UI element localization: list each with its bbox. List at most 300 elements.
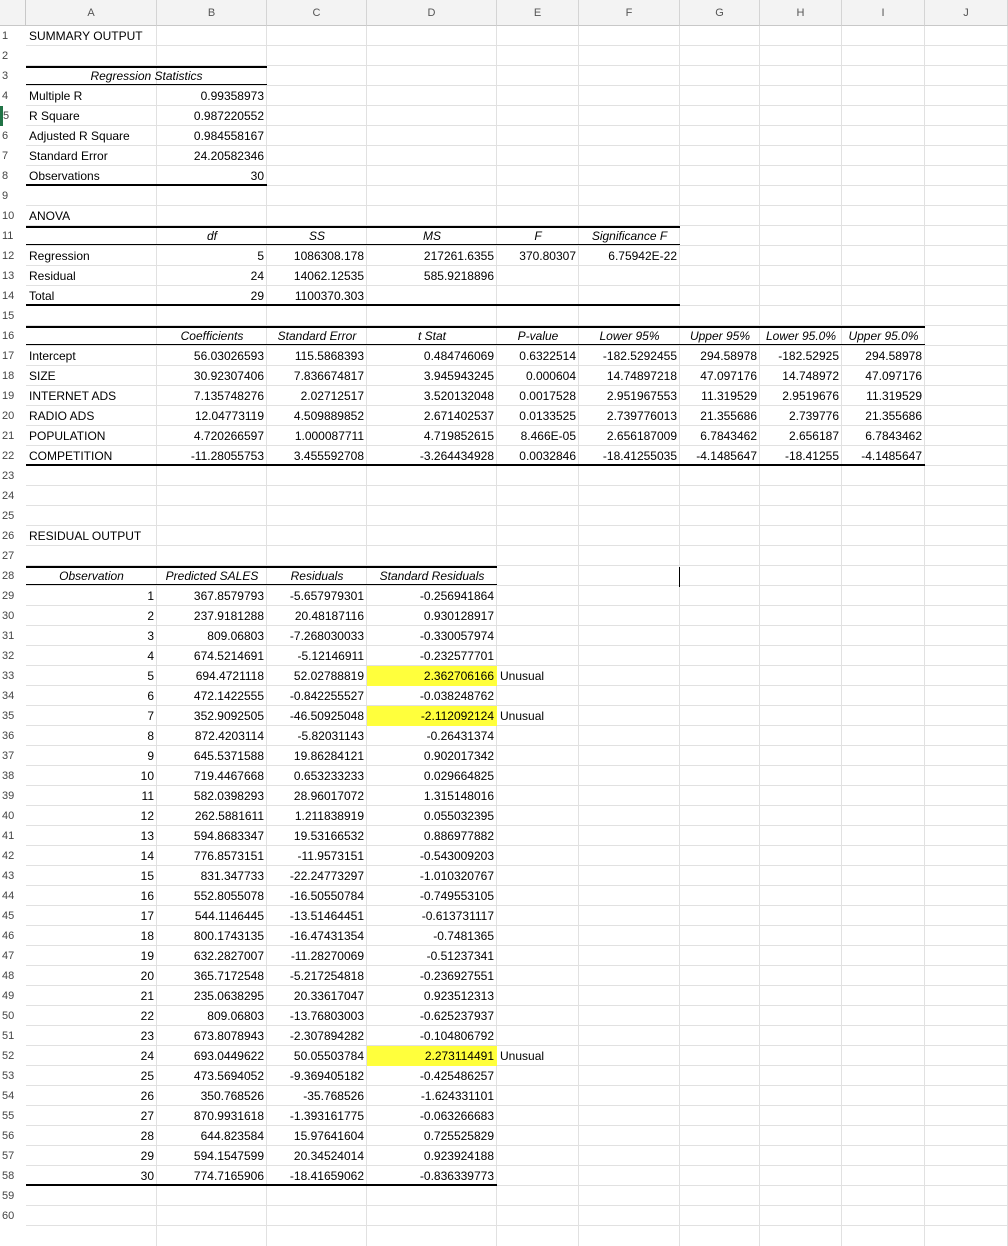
standard-residual[interactable]: 0.029664825	[423, 769, 494, 783]
residual-value[interactable]: -11.9573151	[297, 849, 364, 863]
anova-value[interactable]: 14062.12535	[293, 269, 364, 283]
coef-row-label[interactable]: Intercept	[29, 349, 76, 363]
observation-number[interactable]: 7	[147, 709, 154, 723]
coef-value[interactable]: -3.264434928	[419, 449, 494, 463]
row-header-56[interactable]: 56	[0, 1126, 26, 1146]
stat-label[interactable]: Adjusted R Square	[29, 129, 130, 143]
predicted-sales[interactable]: 473.5694052	[193, 1069, 264, 1083]
anova-title[interactable]: ANOVA	[29, 209, 71, 223]
standard-residual[interactable]: 0.923512313	[423, 989, 494, 1003]
residual-value[interactable]: -13.76803003	[289, 1009, 364, 1023]
row-header-60[interactable]: 60	[0, 1206, 26, 1226]
row-header-26[interactable]: 26	[0, 526, 26, 546]
observation-number[interactable]: 11	[141, 789, 154, 803]
row-header-25[interactable]: 25	[0, 506, 26, 526]
coef-value[interactable]: 21.355686	[865, 409, 922, 423]
coef-row-label[interactable]: INTERNET ADS	[29, 389, 117, 403]
stat-label[interactable]: Multiple R	[29, 89, 83, 103]
row-header-12[interactable]: 12	[0, 246, 26, 266]
standard-residual[interactable]: -0.625237937	[419, 1009, 494, 1023]
gridline	[679, 26, 680, 1246]
residual-value[interactable]: -22.24773297	[289, 869, 364, 883]
coef-value[interactable]: 14.74897218	[606, 369, 677, 383]
predicted-sales[interactable]: 367.8579793	[193, 589, 264, 603]
observation-number[interactable]: 12	[140, 809, 154, 823]
predicted-sales[interactable]: 262.5881611	[194, 809, 264, 823]
residual-value[interactable]: 20.34524014	[293, 1149, 364, 1163]
coef-value[interactable]: 0.0133525	[519, 409, 576, 423]
row-header-37[interactable]: 37	[0, 746, 26, 766]
row-header-1[interactable]: 1	[0, 26, 26, 46]
coef-value[interactable]: 0.000604	[525, 369, 576, 383]
row-header-20[interactable]: 20	[0, 406, 26, 426]
standard-residual[interactable]: -0.330057974	[419, 629, 494, 643]
row-header-16[interactable]: 16	[0, 326, 26, 346]
coef-value[interactable]: -11.28055753	[190, 449, 264, 463]
coef-row-label[interactable]: RADIO ADS	[29, 409, 95, 423]
coef-value[interactable]: 4.720266597	[193, 429, 264, 443]
gridline	[26, 1225, 1008, 1226]
residual-value[interactable]: -35.768526	[303, 1089, 364, 1103]
column-header-c[interactable]: C	[267, 0, 367, 26]
predicted-sales[interactable]: 870.9931618	[193, 1109, 264, 1123]
coef-value[interactable]: 7.836674817	[293, 369, 364, 383]
anova-value[interactable]	[497, 266, 579, 286]
row-header-19[interactable]: 19	[0, 386, 26, 406]
observation-number[interactable]: 14	[140, 849, 154, 863]
row-header-8[interactable]: 8	[0, 166, 26, 186]
row-header-53[interactable]: 53	[0, 1066, 26, 1086]
observation-number[interactable]: 18	[140, 929, 154, 943]
predicted-sales[interactable]: 594.8683347	[193, 829, 264, 843]
observation-number[interactable]: 3	[147, 629, 154, 643]
standard-residual[interactable]: -0.425486257	[419, 1069, 494, 1083]
predicted-sales[interactable]: 237.9181288	[193, 609, 264, 623]
standard-residual[interactable]: -1.010320767	[419, 869, 494, 883]
predicted-sales[interactable]: 776.8573151	[193, 849, 264, 863]
observation-number[interactable]: 22	[140, 1009, 154, 1023]
anova-value[interactable]: 1100370.303	[294, 289, 364, 303]
standard-residual[interactable]: -0.836339773	[419, 1169, 494, 1183]
observation-number[interactable]: 28	[140, 1129, 154, 1143]
coef-header[interactable]: Coefficients	[180, 329, 244, 343]
coef-value[interactable]: 56.03026593	[193, 349, 264, 363]
predicted-sales[interactable]: 644.823584	[200, 1129, 264, 1143]
predicted-sales[interactable]: 352.9092505	[193, 709, 264, 723]
anova-value[interactable]: 29	[250, 289, 264, 303]
anova-header[interactable]: df	[206, 229, 217, 243]
row-header-51[interactable]: 51	[0, 1026, 26, 1046]
coef-header[interactable]: Upper 95%	[689, 329, 751, 343]
residual-header[interactable]: Standard Residuals	[379, 569, 485, 583]
predicted-sales[interactable]: 632.2827007	[193, 949, 264, 963]
coef-value[interactable]: -18.41255035	[602, 449, 677, 463]
row-header-24[interactable]: 24	[0, 486, 26, 506]
standard-residual[interactable]: 1.315148016	[423, 789, 494, 803]
observation-number[interactable]: 21	[140, 989, 154, 1003]
observation-number[interactable]: 27	[140, 1109, 154, 1123]
coef-value[interactable]: 3.455592708	[293, 449, 364, 463]
column-header-j[interactable]: J	[925, 0, 1008, 26]
coef-value[interactable]: -182.52925	[778, 349, 839, 363]
predicted-sales[interactable]: 544.1146445	[194, 909, 264, 923]
coef-value[interactable]: 2.739776	[788, 409, 839, 423]
row-header-10[interactable]: 10	[0, 206, 26, 226]
residual-header[interactable]: Observation	[59, 569, 124, 583]
observation-number[interactable]: 2	[147, 609, 154, 623]
anova-header[interactable]: F	[534, 229, 542, 243]
anova-row-label[interactable]: Regression	[29, 249, 90, 263]
observation-number[interactable]: 23	[140, 1029, 154, 1043]
observation-number[interactable]: 24	[140, 1049, 154, 1063]
anova-value[interactable]: 24	[250, 269, 264, 283]
stat-label[interactable]: R Square	[29, 109, 80, 123]
residual-value[interactable]: 52.02788819	[293, 669, 364, 683]
column-header-e[interactable]: E	[497, 0, 579, 26]
row-header-46[interactable]: 46	[0, 926, 26, 946]
residual-value[interactable]: -7.268030033	[289, 629, 364, 643]
column-header-d[interactable]: D	[367, 0, 497, 26]
predicted-sales[interactable]: 594.1547599	[193, 1149, 264, 1163]
row-header-54[interactable]: 54	[0, 1086, 26, 1106]
standard-residual[interactable]: -0.51237341	[426, 949, 494, 963]
row-header-30[interactable]: 30	[0, 606, 26, 626]
coef-row-label[interactable]: SIZE	[29, 369, 56, 383]
residual-value[interactable]: -46.50925048	[289, 709, 364, 723]
coef-value[interactable]: 294.58978	[700, 349, 757, 363]
column-header-b[interactable]: B	[157, 0, 267, 26]
row-header-58[interactable]: 58	[0, 1166, 26, 1186]
residual-value[interactable]: -5.82031143	[297, 729, 364, 743]
residual-title[interactable]: RESIDUAL OUTPUT	[29, 529, 142, 543]
anova-header[interactable]: Significance F	[591, 229, 668, 243]
row-header-3[interactable]: 3	[0, 66, 26, 86]
stat-label[interactable]: Observations	[29, 169, 100, 183]
standard-residual[interactable]: 0.725525829	[423, 1129, 494, 1143]
predicted-sales[interactable]: 645.5371588	[193, 749, 264, 763]
anova-value[interactable]: 585.9218896	[423, 269, 494, 283]
coef-value[interactable]: 2.02712517	[300, 389, 364, 403]
row-header-34[interactable]: 34	[0, 686, 26, 706]
row-header-43[interactable]: 43	[0, 866, 26, 886]
standard-residual[interactable]: -0.613731117	[421, 909, 494, 923]
residual-value[interactable]: 19.86284121	[293, 749, 364, 763]
anova-value[interactable]: 5	[257, 249, 264, 263]
anova-value[interactable]	[367, 286, 497, 306]
row-header-32[interactable]: 32	[0, 646, 26, 666]
column-header-h[interactable]: H	[760, 0, 842, 26]
unusual-flag[interactable]: Unusual	[500, 709, 545, 723]
predicted-sales[interactable]: 831.347733	[200, 869, 264, 883]
residual-value[interactable]: -13.51464451	[289, 909, 364, 923]
coef-value[interactable]: 11.319529	[866, 389, 922, 403]
row-header-38[interactable]: 38	[0, 766, 26, 786]
row-header-21[interactable]: 21	[0, 426, 26, 446]
residual-value[interactable]: 50.05503784	[293, 1049, 364, 1063]
anova-value[interactable]: 6.75942E-22	[608, 249, 677, 263]
coef-header[interactable]: Lower 95%	[599, 329, 660, 343]
predicted-sales[interactable]: 673.8078943	[193, 1029, 264, 1043]
residual-header[interactable]: Residuals	[290, 569, 344, 583]
coef-value[interactable]: 4.509889852	[293, 409, 364, 423]
unusual-flag[interactable]: Unusual	[500, 1049, 545, 1063]
coef-value[interactable]: 2.656187009	[606, 429, 677, 443]
coef-value[interactable]: 3.520132048	[423, 389, 494, 403]
coef-value[interactable]: 12.04773119	[194, 409, 264, 423]
coef-header[interactable]: P-value	[517, 329, 559, 343]
predicted-sales[interactable]: 800.1743135	[193, 929, 264, 943]
coef-value[interactable]: 6.7843462	[700, 429, 757, 443]
standard-residual[interactable]: -0.26431374	[426, 729, 494, 743]
anova-value[interactable]	[579, 266, 680, 286]
predicted-sales[interactable]: 872.4203114	[194, 729, 264, 743]
row-header-52[interactable]: 52	[0, 1046, 26, 1066]
coef-value[interactable]: 2.656187	[788, 429, 839, 443]
observation-number[interactable]: 10	[140, 769, 154, 783]
observation-number[interactable]: 17	[140, 909, 154, 923]
column-header-a[interactable]: A	[26, 0, 157, 26]
row-header-44[interactable]: 44	[0, 886, 26, 906]
observation-number[interactable]: 30	[140, 1169, 154, 1183]
coef-value[interactable]: 0.0032846	[519, 449, 576, 463]
row-header-6[interactable]: 6	[0, 126, 26, 146]
predicted-sales[interactable]: 365.7172548	[193, 969, 264, 983]
anova-header[interactable]: MS	[423, 229, 441, 243]
observation-number[interactable]: 20	[140, 969, 154, 983]
coef-header[interactable]: Upper 95.0%	[848, 329, 919, 343]
table-border	[26, 1184, 497, 1186]
row-header-27[interactable]: 27	[0, 546, 26, 566]
standard-residual[interactable]: 0.886977882	[423, 829, 494, 843]
row-header-48[interactable]: 48	[0, 966, 26, 986]
residual-value[interactable]: -0.842255527	[289, 689, 364, 703]
anova-value[interactable]: 217261.6355	[423, 249, 494, 263]
coef-value[interactable]: -18.41255	[784, 449, 839, 463]
residual-value[interactable]: 28.96017072	[293, 789, 364, 803]
row-header-47[interactable]: 47	[0, 946, 26, 966]
row-header-13[interactable]: 13	[0, 266, 26, 286]
row-header-9[interactable]: 9	[0, 186, 26, 206]
coef-value[interactable]: 21.355686	[700, 409, 757, 423]
standard-residual[interactable]: -2.112092124	[367, 706, 497, 726]
standard-residual[interactable]: -0.543009203	[419, 849, 494, 863]
row-header-7[interactable]: 7	[0, 146, 26, 166]
residual-value[interactable]: -5.12146911	[297, 649, 364, 663]
coef-value[interactable]: 0.6322514	[519, 349, 576, 363]
standard-residual[interactable]: -0.063266683	[419, 1109, 494, 1123]
predicted-sales[interactable]: 693.0449622	[193, 1049, 264, 1063]
anova-value[interactable]	[579, 286, 680, 306]
row-header-17[interactable]: 17	[0, 346, 26, 366]
residual-value[interactable]: -2.307894282	[289, 1029, 364, 1043]
standard-residual[interactable]: 0.055032395	[423, 809, 494, 823]
row-header-23[interactable]: 23	[0, 466, 26, 486]
row-header-31[interactable]: 31	[0, 626, 26, 646]
anova-row-label[interactable]: Total	[29, 289, 55, 303]
standard-residual[interactable]: -1.624331101	[420, 1089, 494, 1103]
standard-residual[interactable]: -0.749553105	[419, 889, 494, 903]
row-header-2[interactable]: 2	[0, 46, 26, 66]
residual-value[interactable]: -5.657979301	[289, 589, 364, 603]
column-header-i[interactable]: I	[842, 0, 925, 26]
coef-value[interactable]: 47.097176	[700, 369, 757, 383]
row-header-5[interactable]: 5	[0, 106, 26, 126]
row-header-39[interactable]: 39	[0, 786, 26, 806]
observation-number[interactable]: 29	[140, 1149, 154, 1163]
standard-residual[interactable]: -0.104806792	[419, 1029, 494, 1043]
anova-value[interactable]: 370.80307	[519, 249, 576, 263]
coef-value[interactable]: 2.9519676	[782, 389, 839, 403]
regression-stats-header[interactable]: Regression Statistics	[90, 69, 203, 83]
observation-number[interactable]: 26	[140, 1089, 154, 1103]
coef-value[interactable]: 4.719852615	[423, 429, 494, 443]
coef-value[interactable]: 11.319529	[701, 389, 757, 403]
row-header-29[interactable]: 29	[0, 586, 26, 606]
row-header-28[interactable]: 28	[0, 566, 26, 586]
observation-number[interactable]: 16	[140, 889, 154, 903]
anova-value[interactable]: 1086308.178	[293, 249, 364, 263]
row-header-11[interactable]: 11	[0, 226, 26, 246]
predicted-sales[interactable]: 809.06803	[207, 1009, 264, 1023]
coef-row-label[interactable]: POPULATION	[29, 429, 106, 443]
stat-value[interactable]: 24.20582346	[193, 149, 264, 163]
residual-value[interactable]: -5.217254818	[289, 969, 364, 983]
predicted-sales[interactable]: 719.4467668	[193, 769, 264, 783]
residual-value[interactable]: -9.369405182	[289, 1069, 364, 1083]
coef-value[interactable]: -182.5292455	[602, 349, 677, 363]
observation-number[interactable]: 25	[140, 1069, 154, 1083]
stat-value[interactable]: 0.99358973	[200, 89, 264, 103]
coef-value[interactable]: 0.484746069	[423, 349, 494, 363]
coef-value[interactable]: 0.0017528	[519, 389, 576, 403]
standard-residual[interactable]: 2.273114491	[367, 1046, 497, 1066]
row-header-35[interactable]: 35	[0, 706, 26, 726]
residual-value[interactable]: -1.393161775	[289, 1109, 364, 1123]
coef-value[interactable]: 6.7843462	[865, 429, 922, 443]
coef-value[interactable]: -4.1485647	[696, 449, 757, 463]
row-header-50[interactable]: 50	[0, 1006, 26, 1026]
stat-value[interactable]: 0.984558167	[193, 129, 264, 143]
coef-value[interactable]: 30.92307406	[193, 369, 264, 383]
observation-number[interactable]: 19	[140, 949, 154, 963]
residual-value[interactable]: 15.97641604	[293, 1129, 364, 1143]
select-all-corner[interactable]	[0, 0, 26, 26]
anova-row-label[interactable]: Residual	[29, 269, 76, 283]
residual-value[interactable]: -11.28270069	[290, 949, 364, 963]
residual-value[interactable]: -18.41659062	[289, 1169, 364, 1183]
residual-value[interactable]: -16.47431354	[289, 929, 364, 943]
residual-value[interactable]: 20.48187116	[294, 609, 364, 623]
coef-value[interactable]: -4.1485647	[861, 449, 922, 463]
predicted-sales[interactable]: 809.06803	[207, 629, 264, 643]
row-header-22[interactable]: 22	[0, 446, 26, 466]
residual-value[interactable]: 20.33617047	[293, 989, 364, 1003]
row-header-49[interactable]: 49	[0, 986, 26, 1006]
coef-value[interactable]: 2.671402537	[423, 409, 494, 423]
row-header-55[interactable]: 55	[0, 1106, 26, 1126]
residual-value[interactable]: 19.53166532	[293, 829, 364, 843]
row-header-15[interactable]: 15	[0, 306, 26, 326]
standard-residual[interactable]: -0.232577701	[419, 649, 494, 663]
observation-number[interactable]: 8	[147, 729, 154, 743]
row-header-45[interactable]: 45	[0, 906, 26, 926]
coef-value[interactable]: 294.58978	[865, 349, 922, 363]
row-header-33[interactable]: 33	[0, 666, 26, 686]
coef-value[interactable]: 3.945943245	[423, 369, 494, 383]
row-header-41[interactable]: 41	[0, 826, 26, 846]
row-header-36[interactable]: 36	[0, 726, 26, 746]
coef-value[interactable]: 115.5868393	[294, 349, 364, 363]
row-header-59[interactable]: 59	[0, 1186, 26, 1206]
observation-number[interactable]: 6	[147, 689, 154, 703]
predicted-sales[interactable]: 774.7165906	[193, 1169, 264, 1183]
row-header-40[interactable]: 40	[0, 806, 26, 826]
standard-residual[interactable]: 0.923924188	[423, 1149, 494, 1163]
row-header-57[interactable]: 57	[0, 1146, 26, 1166]
observation-number[interactable]: 15	[140, 869, 154, 883]
row-header-14[interactable]: 14	[0, 286, 26, 306]
standard-residual[interactable]: -0.7481365	[433, 929, 494, 943]
residual-value[interactable]: -16.50550784	[289, 889, 364, 903]
coef-header[interactable]: t Stat	[417, 329, 446, 343]
coef-header[interactable]: Lower 95.0%	[765, 329, 837, 343]
row-header-18[interactable]: 18	[0, 366, 26, 386]
coef-value[interactable]: 8.466E-05	[520, 429, 576, 443]
anova-value[interactable]	[497, 286, 579, 306]
standard-residual[interactable]: 0.902017342	[423, 749, 494, 763]
stat-value[interactable]: 0.987220552	[193, 109, 264, 123]
stat-label[interactable]: Standard Error	[29, 149, 108, 163]
observation-number[interactable]: 9	[147, 749, 154, 763]
standard-residual[interactable]: -0.038248762	[419, 689, 494, 703]
coef-value[interactable]: 14.748972	[782, 369, 839, 383]
predicted-sales[interactable]: 582.0398293	[193, 789, 264, 803]
predicted-sales[interactable]: 235.0638295	[193, 989, 264, 1003]
observation-number[interactable]: 4	[147, 649, 154, 663]
row-header-4[interactable]: 4	[0, 86, 26, 106]
column-header-f[interactable]: F	[579, 0, 680, 26]
observation-number[interactable]: 13	[140, 829, 154, 843]
standard-residual[interactable]: 0.930128917	[423, 609, 494, 623]
row-header-42[interactable]: 42	[0, 846, 26, 866]
predicted-sales[interactable]: 694.4721118	[195, 669, 264, 683]
residual-header[interactable]: Predicted SALES	[165, 569, 259, 583]
coef-value[interactable]: 2.951967553	[606, 389, 677, 403]
coef-value[interactable]: 7.135748276	[193, 389, 264, 403]
observation-number[interactable]: 5	[147, 669, 154, 683]
summary-title[interactable]: SUMMARY OUTPUT	[29, 29, 143, 43]
standard-residual[interactable]: -0.236927551	[419, 969, 494, 983]
column-header-g[interactable]: G	[680, 0, 760, 26]
coef-value[interactable]: 2.739776013	[606, 409, 677, 423]
predicted-sales[interactable]: 674.5214691	[193, 649, 264, 663]
coef-value[interactable]: 47.097176	[865, 369, 922, 383]
anova-header[interactable]: SS	[308, 229, 325, 243]
predicted-sales[interactable]: 472.1422555	[193, 689, 264, 703]
standard-residual[interactable]: 2.362706166	[367, 666, 497, 686]
standard-residual[interactable]: -0.256941864	[419, 589, 494, 603]
predicted-sales[interactable]: 552.8055078	[193, 889, 264, 903]
residual-value[interactable]: 0.653233233	[293, 769, 364, 783]
coef-header[interactable]: Standard Error	[277, 329, 357, 343]
coef-row-label[interactable]: COMPETITION	[29, 449, 113, 463]
coef-value[interactable]: 1.000087711	[294, 429, 364, 443]
residual-value[interactable]: 1.211838919	[294, 809, 364, 823]
observation-number[interactable]: 1	[147, 589, 154, 603]
unusual-flag[interactable]: Unusual	[500, 669, 545, 683]
stat-value[interactable]: 30	[250, 169, 264, 183]
predicted-sales[interactable]: 350.768526	[200, 1089, 264, 1103]
